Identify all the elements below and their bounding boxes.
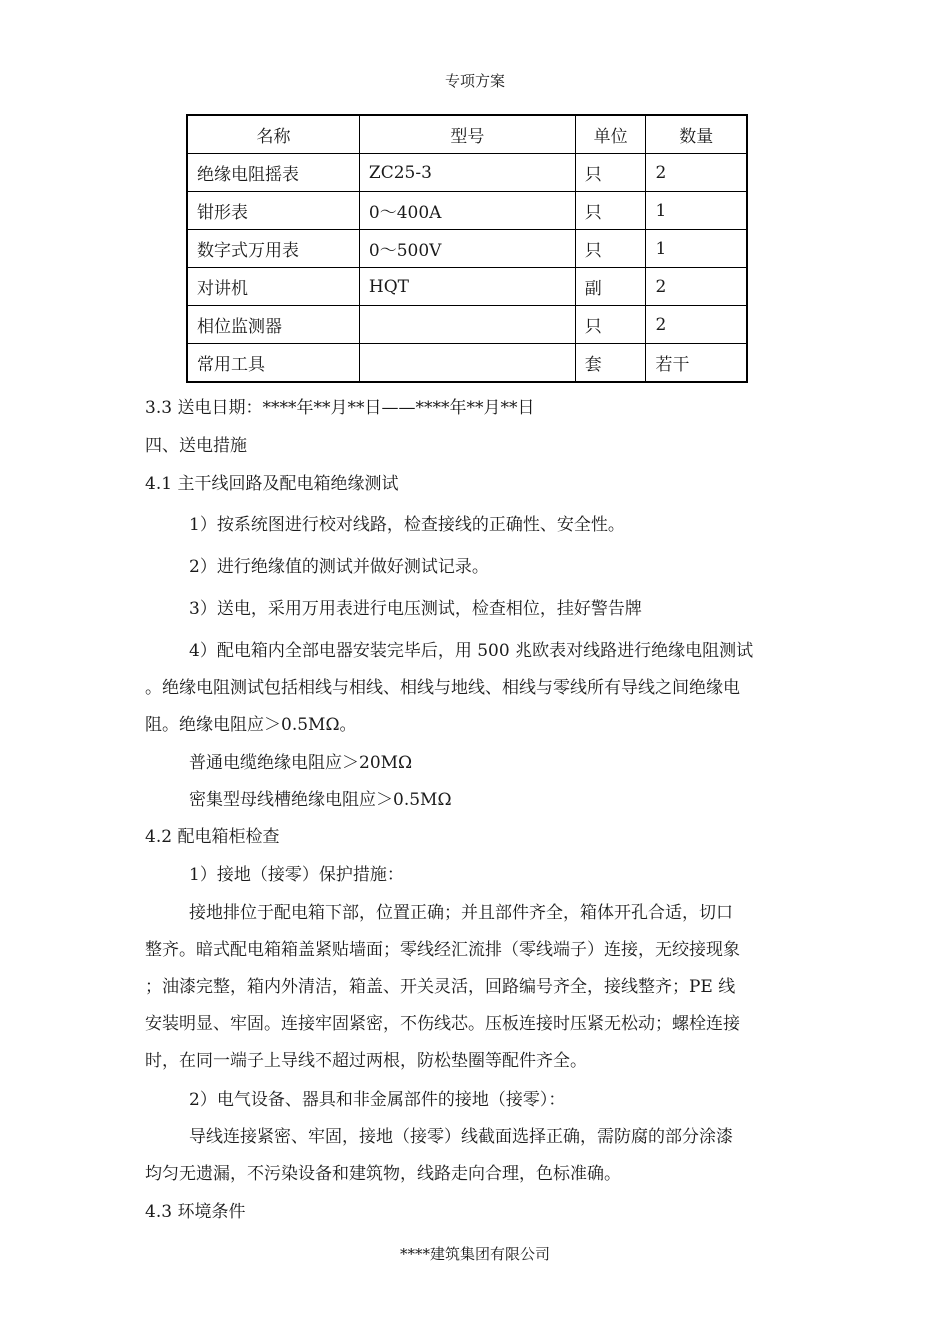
item-4-2-2: 2）电气设备、器具和非金属部件的接地（接零）： bbox=[189, 1090, 566, 1110]
item-4-1-3: 3）送电，采用万用表进行电压测试，检查相位，挂好警告牌 bbox=[189, 599, 642, 619]
cell-name: 数字式万用表 bbox=[187, 230, 359, 268]
cell-name: 对讲机 bbox=[187, 268, 359, 306]
header-cell-quantity: 数量 bbox=[646, 115, 747, 154]
item-4-1-1: 1）按系统图进行校对线路，检查接线的正确性、安全性。 bbox=[189, 515, 625, 535]
cell-model bbox=[359, 344, 575, 383]
cell-unit: 只 bbox=[575, 230, 646, 268]
cell-name: 相位监测器 bbox=[187, 306, 359, 344]
item-4-1-2: 2）进行绝缘值的测试并做好测试记录。 bbox=[189, 557, 489, 577]
section-4-1-title: 4.1 主干线回路及配电箱绝缘测试 bbox=[145, 474, 399, 494]
paragraph-4-2-1-line-4: 安装明显、牢固。连接牢固紧密，不伤线芯。压板连接时压紧无松动；螺栓连接 bbox=[145, 1014, 740, 1034]
cell-name: 钳形表 bbox=[187, 192, 359, 230]
cell-model: HQT bbox=[359, 268, 575, 306]
cell-quantity: 若干 bbox=[646, 344, 747, 383]
cell-quantity: 1 bbox=[646, 230, 747, 268]
cable-resistance-note: 普通电缆绝缘电阻应＞20MΩ bbox=[189, 753, 413, 773]
section-4-2-title: 4.2 配电箱柜检查 bbox=[145, 827, 280, 847]
equipment-table bbox=[186, 114, 748, 383]
paragraph-4-2-2-line-1: 导线连接紧密、牢固，接地（接零）线截面选择正确，需防腐的部分涂漆 bbox=[189, 1127, 733, 1147]
cell-unit: 只 bbox=[575, 306, 646, 344]
paragraph-4-2-2-line-2: 均匀无遗漏，不污染设备和建筑物，线路走向合理，色标准确。 bbox=[145, 1164, 621, 1184]
cell-quantity: 2 bbox=[646, 306, 747, 344]
cell-unit: 副 bbox=[575, 268, 646, 306]
item-4-1-4-line-1: 4）配电箱内全部电器安装完毕后，用 500 兆欧表对线路进行绝缘电阻测试 bbox=[189, 641, 754, 661]
item-4-1-4-line-2: 。绝缘电阻测试包括相线与相线、相线与地线、相线与零线所有导线之间绝缘电 bbox=[145, 678, 740, 698]
cell-name: 绝缘电阻摇表 bbox=[187, 154, 359, 192]
cell-quantity: 2 bbox=[646, 154, 747, 192]
table-row bbox=[187, 192, 747, 230]
table-row bbox=[187, 230, 747, 268]
section-4-3-title: 4.3 环境条件 bbox=[145, 1202, 246, 1222]
paragraph-4-2-1-line-2: 整齐。暗式配电箱箱盖紧贴墙面；零线经汇流排（零线端子）连接，无绞接现象 bbox=[145, 940, 740, 960]
table-row bbox=[187, 306, 747, 344]
header-cell-name: 名称 bbox=[187, 115, 359, 154]
section-4-title: 四、送电措施 bbox=[145, 436, 247, 456]
table-row bbox=[187, 154, 747, 192]
page-footer: ****建筑集团有限公司 bbox=[399, 1245, 550, 1263]
cell-model bbox=[359, 306, 575, 344]
table-row bbox=[187, 268, 747, 306]
item-4-1-4-line-3: 阻。绝缘电阻应＞0.5MΩ。 bbox=[145, 715, 357, 735]
header-cell-model: 型号 bbox=[359, 115, 575, 154]
busway-resistance-note: 密集型母线槽绝缘电阻应＞0.5MΩ bbox=[189, 790, 452, 810]
page-header: 专项方案 bbox=[444, 72, 505, 90]
cell-unit: 只 bbox=[575, 154, 646, 192]
cell-model: ZC25-3 bbox=[359, 154, 575, 192]
cell-unit: 套 bbox=[575, 344, 646, 383]
paragraph-4-2-1-line-1: 接地排位于配电箱下部，位置正确；并且部件齐全，箱体开孔合适，切口 bbox=[189, 903, 733, 923]
cell-quantity: 1 bbox=[646, 192, 747, 230]
section-3-3-date: 3.3 送电日期：****年**月**日——****年**月**日 bbox=[145, 398, 535, 418]
header-cell-unit: 单位 bbox=[575, 115, 646, 154]
item-4-2-1: 1）接地（接零）保护措施： bbox=[189, 865, 404, 885]
cell-name: 常用工具 bbox=[187, 344, 359, 383]
cell-model: 0～500V bbox=[359, 230, 575, 268]
paragraph-4-2-1-line-5: 时，在同一端子上导线不超过两根，防松垫圈等配件齐全。 bbox=[145, 1051, 587, 1071]
cell-model: 0～400A bbox=[359, 192, 575, 230]
table-header-row bbox=[187, 115, 747, 154]
cell-quantity: 2 bbox=[646, 268, 747, 306]
cell-unit: 只 bbox=[575, 192, 646, 230]
paragraph-4-2-1-line-3: ；油漆完整，箱内外清洁，箱盖、开关灵活，回路编号齐全，接线整齐；PE 线 bbox=[145, 977, 736, 997]
table-row bbox=[187, 344, 747, 383]
